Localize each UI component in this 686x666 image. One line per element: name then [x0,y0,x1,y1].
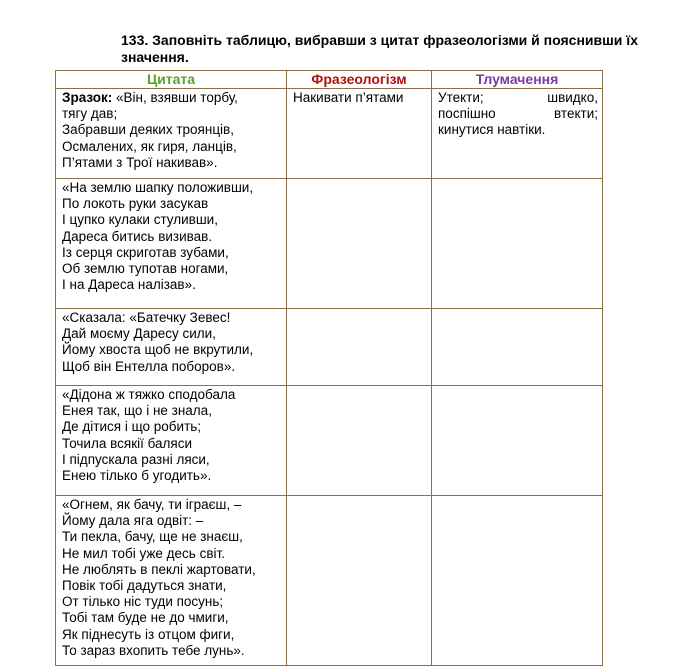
phraseologism-cell[interactable] [287,386,432,496]
task-title: 133. Заповніть таблицю, вибравши з цитат фразеологізми й пояснивши їх значення. [121,32,639,65]
quote-line: Забравши деяких троянців, [62,122,234,138]
quote-line: Де дітися і що робить; [62,419,202,435]
quote-line: П’ятами з Трої накивав». [62,154,218,170]
quote-line: «Сказала: «Батечку Зевес! [62,310,231,325]
table-row [56,386,603,496]
quote-line: «Дідона ж тяжко сподобала [62,387,236,402]
example-label: Зразок: [62,90,113,105]
quote-line: Не мил тобі уже десь світ. [62,545,225,561]
quote-line: Об землю тупотав ногами, [62,261,229,277]
quote-line: Дай моєму Даресу сили, [62,326,216,342]
quote-line: «Огнем, як бачу, ти іграєш, – [62,497,242,512]
quote-line: Йому дала яга одвіт: – [62,513,204,529]
quote-line: «На землю шапку положивши, [62,180,254,195]
quote-line: Із серця скриготав зубами, [62,244,229,260]
header-phraseologism: Фразеологізм [287,71,432,89]
quote-line: Повік тобі дадуться знати, [62,578,227,594]
meaning-cell[interactable] [432,386,603,496]
quote-line: От тілько ніс туди посунь; [62,594,224,610]
quote-line: Енея так, що і не знала, [62,403,212,419]
quote-line: Енею тілько б угодить». [62,468,212,484]
phraseology-table [55,70,603,666]
quote-cell [56,386,287,496]
phraseologism-cell[interactable] [287,309,432,386]
quote-line: І підпускала разні ляси, [62,451,210,467]
quote-line: Не люблять в пеклі жартовати, [62,561,256,577]
quote-line: Щоб він Ентелла поборов». [62,358,236,374]
quote-line: І на Дареса налізав». [62,277,196,293]
quote-cell [56,179,287,309]
table-row [56,496,603,666]
phraseologism-cell[interactable] [287,179,432,309]
header-meaning: Тлумачення [432,71,603,89]
quote-line: Йому хвоста щоб не вкрутили, [62,342,254,358]
quote-line: Зразок: «Він, взявши торбу, [62,90,238,105]
quote-line: тягу дав; [62,106,118,122]
table-row [56,309,603,386]
quote-line: Тобі там буде не до чмиги, [62,610,229,626]
quote-line: Осмалених, як гиря, ланців, [62,138,237,154]
meaning-cell[interactable] [432,496,603,666]
header-quote: Цитата [56,71,287,89]
meaning-cell[interactable]: Утекти; швидко, поспішно втекти; кинутися навтіки. [432,89,603,179]
quote-line: Ти пекла, бачу, ще не знаєш, [62,529,243,545]
header-row [56,71,603,89]
quote-cell [56,89,287,179]
quote-line: Як піднесуть із отцом фиги, [62,626,235,642]
table-row [56,179,603,309]
quote-cell [56,309,287,386]
quote-line: І цупко кулаки стуливши, [62,212,218,228]
phraseologism-cell[interactable]: Накивати п’ятами [287,89,432,179]
meaning-cell[interactable] [432,179,603,309]
quote-line: То зараз вхопить тебе лунь». [62,642,245,658]
quote-line: Точила всякії баляси [62,435,193,451]
quote-cell [56,496,287,666]
phraseologism-cell[interactable] [287,496,432,666]
quote-line: По локоть руки засукав [62,196,209,212]
quote-line: Дареса битись визивав. [62,228,213,244]
meaning-cell[interactable] [432,309,603,386]
table-row-example [56,89,603,179]
